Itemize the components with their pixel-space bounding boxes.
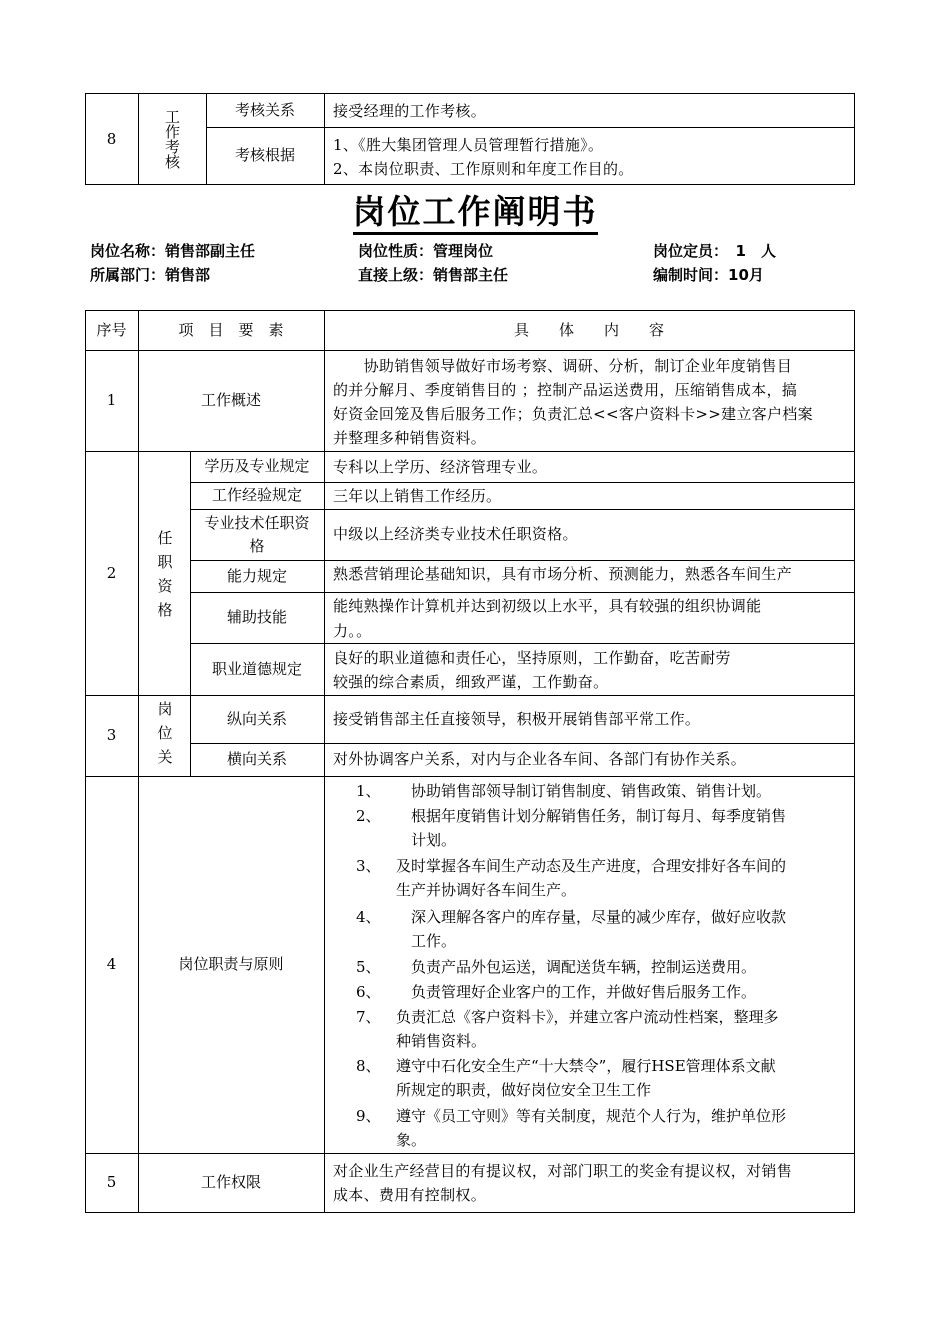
row-label: 职业道德规定 <box>211 659 302 678</box>
row-content: 较强的综合素质，细致严谨，工作勤奋。 <box>333 673 609 691</box>
duty-number: 3、 <box>356 857 381 875</box>
position-name: 岗位名称：销售部副主任 <box>90 242 256 260</box>
row-content: 力。。 <box>333 622 372 640</box>
category-char: 岗 <box>157 700 173 718</box>
header-item: 项 目 要 素 <box>178 320 284 339</box>
row-content: 好资金回笼及售后服务工作；负责汇总<<客户资料卡>>建立客户档案 <box>333 405 813 423</box>
row-content: 对企业生产经营目的有提议权，对部门职工的奖金有提议权，对销售 <box>333 1162 793 1180</box>
row-content: 接受销售部主任直接领导，积极开展销售部平常工作。 <box>333 710 701 728</box>
duty-text: 遵守《员工守则》等有关制度，规范个人行为，维护单位形 <box>396 1107 787 1125</box>
duty-number: 4、 <box>356 908 381 926</box>
position-nature: 岗位性质：管理岗位 <box>358 242 494 260</box>
compile-time: 编制时间：10月 <box>653 266 764 284</box>
row-label: 横向关系 <box>226 750 287 768</box>
duty-text: 所规定的职责，做好岗位安全卫生工作 <box>396 1081 652 1099</box>
top-row-content: 1、《胜大集团管理人员管理暂行措施》。 <box>333 136 604 154</box>
row-content: 良好的职业道德和责任心，坚持原则，工作勤奋，吃苦耐劳 <box>333 649 731 667</box>
duty-number: 8、 <box>356 1057 381 1075</box>
top-row-category <box>138 93 206 185</box>
department: 所属部门：销售部 <box>90 266 211 284</box>
row-number: 3 <box>106 726 117 744</box>
category-char: 任 <box>157 529 173 547</box>
duty-text: 种销售资料。 <box>396 1032 487 1050</box>
row-content: 熟悉营销理论基础知识，具有市场分析、预测能力，熟悉各车间生产 <box>333 565 793 583</box>
row-label: 学历及专业规定 <box>204 457 310 475</box>
row-label: 工作经验规定 <box>211 486 302 504</box>
row-content: 专科以上学历、经济管理专业。 <box>333 458 548 476</box>
row-label-line: 专业技术任职资 <box>204 513 310 532</box>
row-label-line: 格 <box>249 536 265 555</box>
top-row-number: 8 <box>106 129 117 148</box>
duty-text: 计划。 <box>396 831 457 849</box>
duty-text: 象。 <box>396 1131 427 1149</box>
row-label: 辅助技能 <box>226 608 287 626</box>
row-number: 2 <box>106 563 117 582</box>
duty-text: 生产并协调好各车间生产。 <box>396 881 577 899</box>
header-content: 具 体 内 容 <box>513 320 664 339</box>
row-category <box>155 526 175 622</box>
row-number: 4 <box>106 955 117 973</box>
row-label: 岗位职责与原则 <box>178 955 284 973</box>
row-content: 三年以上销售工作经历。 <box>333 487 502 505</box>
duty-number: 9、 <box>356 1107 381 1125</box>
row-content: 成本、费用有控制权。 <box>333 1186 487 1204</box>
headcount: 岗位定员： 1 人 <box>653 242 776 260</box>
header-number: 序号 <box>96 320 127 339</box>
top-row-label: 考核根据 <box>234 146 295 164</box>
category-char: 关 <box>157 748 173 766</box>
duty-number: 5、 <box>356 958 381 976</box>
row-label: 工作权限 <box>200 1173 261 1191</box>
row-content: 的并分解月、季度销售目的 ；控制产品运送费用，压缩销售成本，搞 <box>333 381 798 399</box>
category-char: 格 <box>157 601 173 619</box>
category-char: 资 <box>157 577 173 595</box>
direct-superior: 直接上级：销售部主任 <box>358 266 509 284</box>
duty-text: 负责管理好企业客户的工作，并做好售后服务工作。 <box>396 983 757 1001</box>
duty-text: 协助销售部领导制订销售制度、销售政策、销售计划。 <box>396 782 772 800</box>
row-label <box>190 509 324 560</box>
row-content: 中级以上经济类专业技术任职资格。 <box>333 525 578 543</box>
document-title-text: 岗位工作阐明书 <box>353 192 598 235</box>
row-number: 5 <box>106 1173 117 1191</box>
duty-number: 2、 <box>356 807 381 825</box>
row-number: 1 <box>106 391 117 409</box>
duty-number: 7、 <box>356 1008 381 1026</box>
duty-text: 深入理解各客户的库存量，尽量的减少库存，做好应收款 <box>396 908 787 926</box>
row-content: 协助销售领导做好市场考察、调研、分析，制订企业年度销售目 <box>333 357 793 375</box>
duty-text: 负责汇总《客户资料卡》，并建立客户流动性档案，整理多 <box>396 1008 779 1026</box>
top-row-category-text: 工作考核 <box>163 109 181 169</box>
row-content: 对外协调客户关系，对内与企业各车间、各部门有协作关系。 <box>333 750 747 768</box>
category-char: 位 <box>157 724 173 742</box>
top-row-content: 2、本岗位职责、工作原则和年度工作目的。 <box>333 160 634 178</box>
document-title <box>0 186 950 233</box>
row-label: 纵向关系 <box>226 709 287 728</box>
row-category <box>155 697 175 775</box>
top-row-content: 接受经理的工作考核。 <box>333 102 487 120</box>
duty-number: 6、 <box>356 983 381 1001</box>
duty-number: 1、 <box>356 782 381 800</box>
duty-text: 遵守中石化安全生产“十大禁令”，履行HSE管理体系文献 <box>396 1057 776 1075</box>
category-char: 职 <box>157 553 173 571</box>
top-row-label: 考核关系 <box>234 100 295 119</box>
row-label: 能力规定 <box>226 566 287 585</box>
row-label: 工作概述 <box>200 391 261 409</box>
duty-text: 根据年度销售计划分解销售任务，制订每月、每季度销售 <box>396 807 787 825</box>
duty-text: 负责产品外包运送，调配送货车辆，控制运送费用。 <box>396 958 757 976</box>
duty-text: 工作。 <box>396 932 457 950</box>
row-content: 并整理多种销售资料。 <box>333 429 487 447</box>
duty-text: 及时掌握各车间生产动态及生产进度，合理安排好各车间的 <box>396 857 787 875</box>
row-content: 能纯熟操作计算机并达到初级以上水平，具有较强的组织协调能 <box>333 597 762 615</box>
